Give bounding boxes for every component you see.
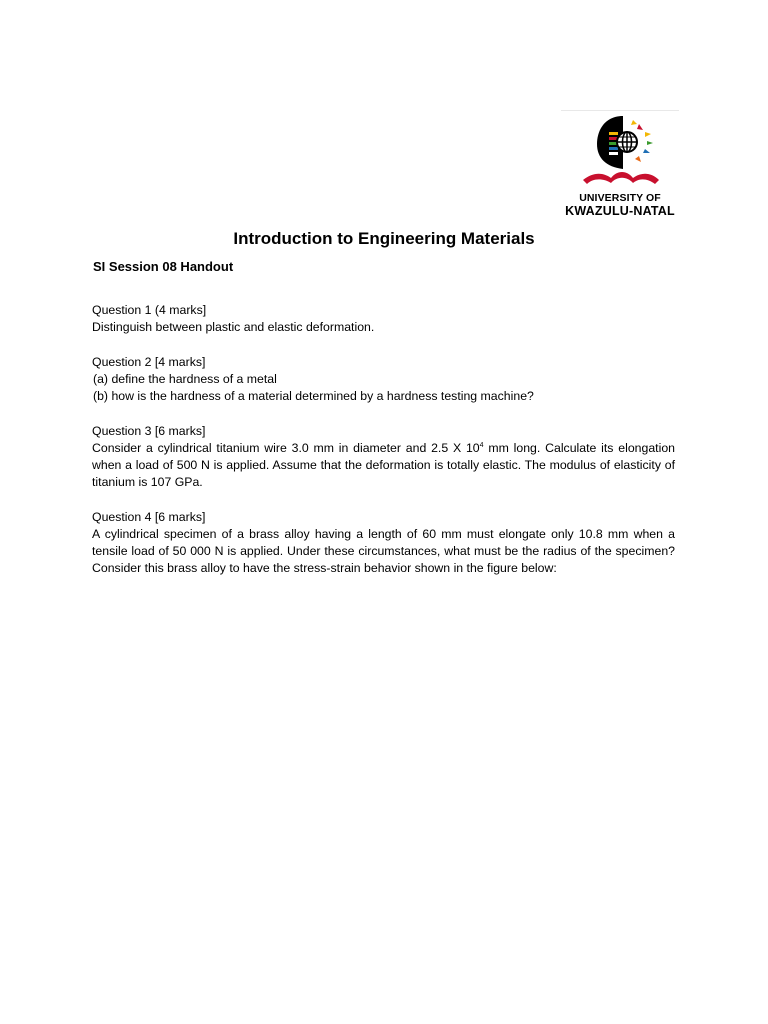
question-4-heading: Question 4 [6 marks] [92, 510, 206, 524]
logo-text-university-of: UNIVERSITY OF [579, 192, 661, 204]
question-4 [92, 509, 675, 577]
question-2-part-b: (b) how is the hardness of a material determined by a hardness testing machine? [93, 389, 534, 403]
question-3-heading: Question 3 [6 marks] [92, 424, 206, 438]
question-2-part-a: (a) define the hardness of a metal [93, 372, 277, 386]
document-subtitle: SI Session 08 Handout [93, 259, 234, 274]
question-3-exponent: 4 [479, 442, 484, 449]
ukzn-crest-icon [561, 110, 679, 192]
question-4-text: A cylindrical specimen of a brass alloy having a length of 60 mm must elongate only 10.8 mm when a tensile load of 50 000 N is applied. Under these circumstances, what must be the radius of the specimen? Consider this brass alloy to have the stress-strain behavior shown in the figure below: [92, 527, 675, 575]
question-1-text: Distinguish between plastic and elastic deformation. [92, 320, 375, 334]
question-1 [92, 302, 675, 336]
university-logo [561, 110, 679, 218]
document-title: Introduction to Engineering Materials [233, 229, 535, 248]
question-3 [92, 423, 675, 491]
question-1-heading: Question 1 (4 marks] [92, 303, 207, 317]
question-3-text-end: mm long. Calculate its elongation when a load of 500 N is applied. Assume that the deformation is totally elastic. The modulus of elasticity of titanium is 107 GPa. [92, 441, 675, 489]
logo-text-kwazulu-natal: KWAZULU-NATAL [565, 204, 675, 218]
question-3-text-start: Consider a cylindrical titanium wire 3.0 mm in diameter and 2.5 X 10 [92, 441, 480, 455]
question-3-text [92, 440, 675, 491]
question-2-heading: Question 2 [4 marks] [92, 355, 206, 369]
question-2 [92, 354, 675, 405]
